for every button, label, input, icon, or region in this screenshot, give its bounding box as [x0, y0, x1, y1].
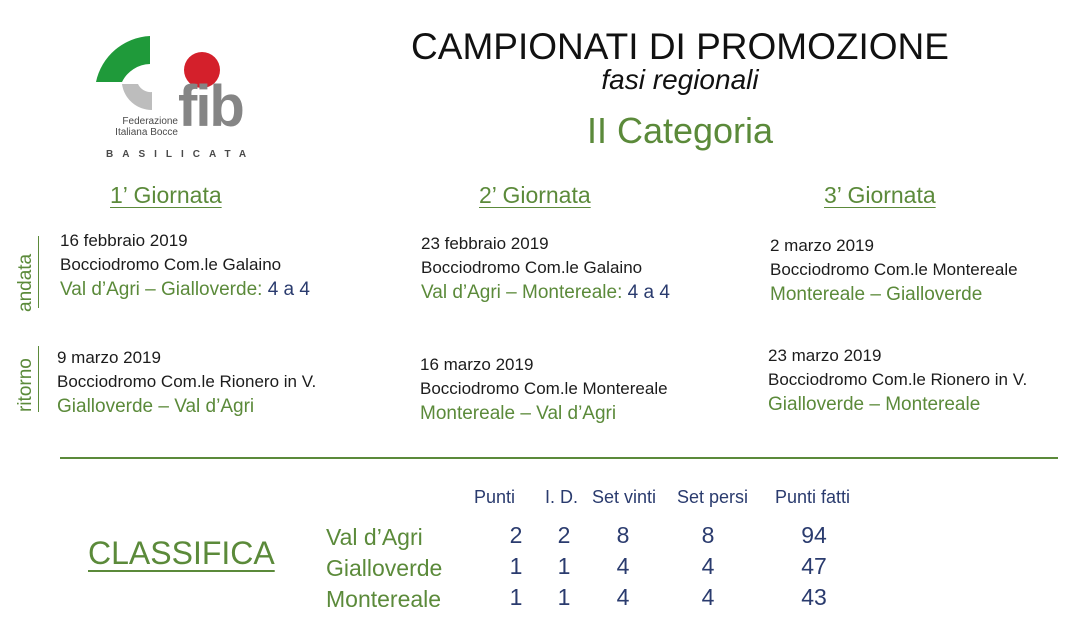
match-date: 2 marzo 2019 — [770, 236, 874, 255]
andata-divider — [38, 236, 39, 308]
match-score: 4 a 4 — [627, 282, 670, 303]
match-teams: Gialloverde – Val d’Agri — [57, 396, 255, 417]
giornata-2-heading: 2’ Giornata — [479, 182, 591, 208]
standings-value: 4 — [701, 553, 715, 579]
match-venue: Bocciodromo Com.le Galaino — [421, 258, 643, 277]
col-header-id: I. D. — [545, 487, 579, 507]
logo-brand-text: fib — [178, 74, 243, 139]
match-date: 16 marzo 2019 — [420, 355, 534, 374]
col-header-set-vinti: Set vinti — [592, 487, 657, 507]
logo-federation-text: Federazione Italiana Bocce — [115, 116, 178, 138]
match-venue: Bocciodromo Com.le Montereale — [420, 379, 668, 398]
col-header-punti-fatti: Punti fatti — [775, 487, 851, 507]
section-divider — [60, 457, 1058, 459]
giornata-3-heading: 3’ Giornata — [824, 182, 936, 208]
standings-value: 1 — [509, 584, 523, 610]
match-teams: Val d’Agri – Gialloverde: — [60, 279, 268, 300]
standings-value: 2 — [557, 522, 571, 548]
page-title: CAMPIONATI DI PROMOZIONE — [411, 26, 949, 67]
ritorno-match-2 — [420, 353, 668, 427]
standings-value: 1 — [509, 553, 523, 579]
match-teams: Gialloverde – Montereale — [768, 394, 981, 415]
standings-value: 4 — [616, 584, 630, 610]
match-venue: Bocciodromo Com.le Galaino — [60, 255, 282, 274]
match-venue: Bocciodromo Com.le Rionero in V. — [57, 372, 317, 391]
standings-value: 4 — [616, 553, 630, 579]
standings-team: Val d’Agri — [326, 524, 423, 550]
match-date: 16 febbraio 2019 — [60, 231, 188, 250]
match-date: 23 marzo 2019 — [768, 346, 882, 365]
category-title: II Categoria — [586, 110, 774, 151]
match-score: 4 a 4 — [267, 279, 310, 300]
classifica-title: CLASSIFICA — [88, 535, 275, 571]
match-date: 23 febbraio 2019 — [421, 234, 549, 253]
standings-value: 4 — [701, 584, 715, 610]
match-venue: Bocciodromo Com.le Rionero in V. — [768, 370, 1028, 389]
standings-value: 8 — [616, 522, 630, 548]
standings-value: 43 — [801, 584, 827, 610]
ritorno-match-3 — [768, 344, 1027, 418]
logo-region-text: BASILICATA — [106, 149, 256, 160]
match-teams: Montereale – Val d’Agri — [420, 403, 617, 424]
standings-value: 2 — [509, 522, 523, 548]
standings-value: 94 — [801, 522, 827, 548]
standings-value: 1 — [557, 553, 571, 579]
match-teams: Montereale – Gialloverde — [770, 284, 983, 305]
match-venue: Bocciodromo Com.le Montereale — [770, 260, 1018, 279]
andata-match-3 — [770, 234, 1018, 308]
ritorno-match-1 — [57, 346, 316, 420]
andata-match-1 — [60, 229, 310, 303]
andata-match-2 — [421, 232, 670, 306]
standings-value: 8 — [701, 522, 715, 548]
match-date: 9 marzo 2019 — [57, 348, 161, 367]
giornata-1-heading: 1’ Giornata — [110, 182, 222, 208]
fib-logo — [82, 30, 272, 160]
ritorno-label: ritorno — [15, 358, 36, 412]
page-subtitle: fasi regionali — [601, 64, 759, 95]
col-header-punti: Punti — [474, 487, 516, 507]
ritorno-divider — [38, 346, 39, 412]
standings-team: Montereale — [326, 586, 442, 612]
standings-value: 47 — [801, 553, 827, 579]
standings-value: 1 — [557, 584, 571, 610]
andata-label: andata — [15, 253, 36, 312]
col-header-set-persi: Set persi — [677, 487, 749, 507]
match-teams: Val d’Agri – Montereale: — [421, 282, 628, 303]
standings-team: Gialloverde — [326, 555, 443, 581]
